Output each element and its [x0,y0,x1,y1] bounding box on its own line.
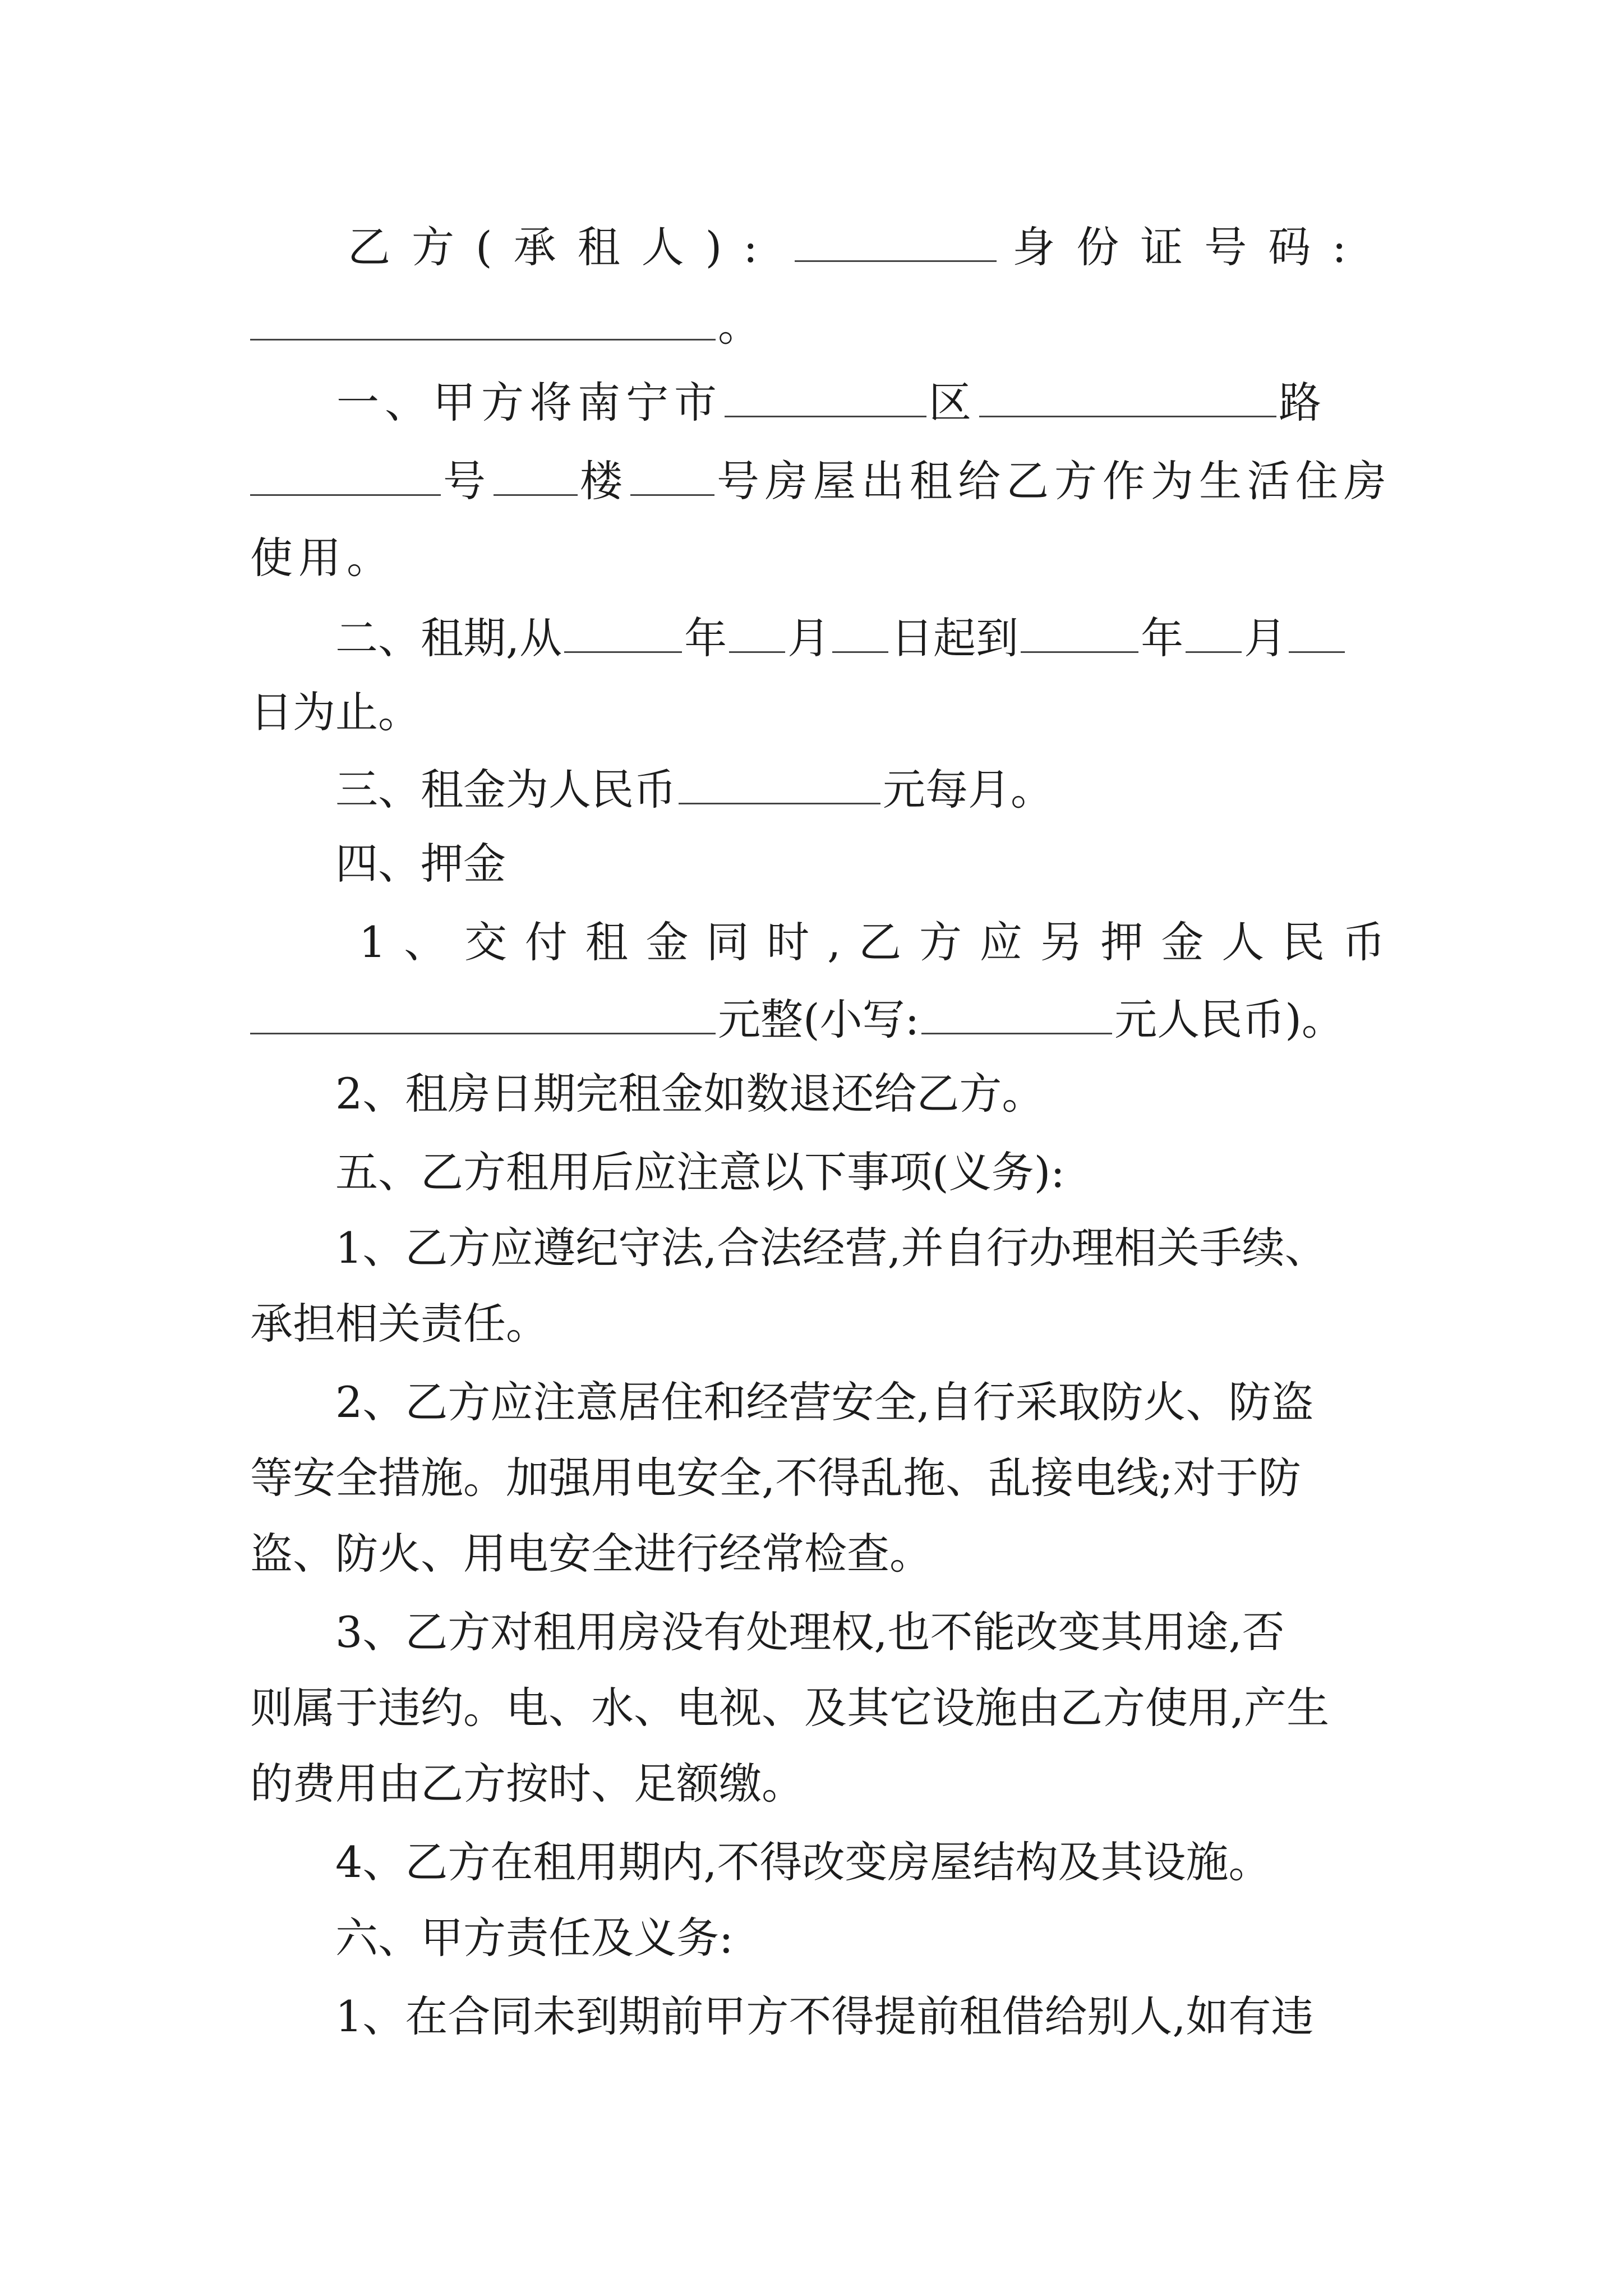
end-day-blank[interactable] [1289,597,1345,653]
clause5-item4 [335,1823,1474,1902]
clause5-item2-c-text: 盗、防火、用电安全进行经常检查。 [250,1529,932,1579]
spaced-char: 押 [1100,917,1144,967]
spaced-char: 、 [404,917,447,967]
clause3-line [335,749,1390,827]
building-blank[interactable] [630,440,714,496]
spaced-char: 方 [919,917,962,967]
spaced-char: 1 [359,917,386,967]
clause2-end: 日为止。 [250,687,421,737]
spaced-char: 方 [412,222,454,272]
clause5-item2-a-text: 2、乙方应注意居住和经营安全,自行采取防火、防盗 [335,1377,1314,1427]
id-number-blank[interactable] [250,285,716,341]
spaced-char: 人 [641,222,684,272]
start-month-blank[interactable] [729,597,785,653]
spaced-char: : [1332,222,1347,272]
tenant-name-blank[interactable] [795,206,997,262]
clause4-item2-text: 2、租房日期完租金如数退还给乙方。 [335,1069,1045,1119]
clause5-item3-c-text: 的费用由乙方按时、足额缴。 [250,1759,804,1809]
clause2-month2: 月 [1244,613,1287,663]
start-year-blank[interactable] [564,597,682,653]
id-number-line [250,285,1389,364]
spaced-char: 身 [1012,222,1055,272]
clause2-line1 [335,597,1390,676]
rent-amount-blank[interactable] [679,749,880,804]
clause4-item2 [335,1055,1474,1133]
clause5-item3-b-text: 则属于违约。电、水、电视、及其它设施由乙方使用,产生 [250,1683,1330,1733]
clause6-title-text: 六、甲方责任及义务: [335,1913,734,1963]
spaced-char: 乙 [859,917,902,967]
spaced-char: 份 [1076,222,1119,272]
city-blank[interactable] [725,362,926,417]
spaced-char: : [743,222,758,272]
clause1-road: 路 [1279,378,1327,427]
clause4-title [335,825,1474,903]
spaced-char: 另 [1040,917,1083,967]
start-day-blank[interactable] [832,597,888,653]
clause1-end: 使用。 [250,533,395,583]
spaced-char: 金 [645,917,689,967]
spaced-char: 民 [1282,917,1325,967]
clause1-rest: 号房屋出租给乙方作为生活住房 [717,456,1392,506]
spaced-char: 乙 [348,222,390,272]
clause1-line3 [250,519,1389,597]
clause5-item1-a-text: 1、乙方应遵纪守法,合法经营,并自行办理相关手续、 [335,1223,1327,1273]
clause4-item1-line1 [359,903,1385,982]
clause5-item3-c [250,1745,1389,1823]
end-year-blank[interactable] [1021,597,1138,653]
clause4-item1-text [359,903,1385,982]
clause5-item3-a-text: 3、乙方对租用房没有处理权,也不能改变其用途,否 [335,1607,1285,1657]
party-b-line [348,206,1389,285]
clause3-suffix: 元每月。 [883,765,1053,815]
clause2-month: 月 [787,613,831,663]
clause5-item2-a [335,1363,1474,1442]
district-blank[interactable] [979,362,1276,417]
spaced-char: ) [705,222,722,272]
clause3-prefix: 三、租金为人民币 [335,765,676,815]
party-b-label [348,222,779,272]
clause5-item1-b [250,1285,1389,1363]
clause1-prefix: 一、甲方将南宁市 [336,378,722,427]
spaced-char: 交 [464,917,508,967]
deposit-words-blank[interactable] [250,979,716,1034]
spaced-char: 币 [1342,917,1385,967]
clause2-line2 [250,673,1389,752]
road-blank[interactable] [250,440,441,496]
clause5-item4-text: 4、乙方在租用期内,不得改变房屋结构及其设施。 [335,1837,1271,1887]
number-blank[interactable] [494,440,578,496]
spaced-char: ( [476,222,492,272]
spaced-char: 应 [979,917,1022,967]
clause2-day-from: 日起到 [891,613,1019,663]
clause6-title [335,1899,1474,1977]
spaced-char: 承 [513,222,556,272]
clause2-year2: 年 [1141,613,1184,663]
clause1-line1 [336,362,1391,440]
spaced-char: 同 [706,917,749,967]
clause1-building: 楼 [580,456,628,506]
clause1-district: 区 [929,378,977,427]
clause5-title-text: 五、乙方租用后应注意以下事项(义务): [335,1147,1065,1197]
clause5-item1-a [335,1209,1429,1287]
clause5-item2-c [250,1515,1389,1593]
clause5-title [335,1133,1474,1212]
clause6-item1-text: 1、在合同未到期前甲方不得提前租借给别人,如有违 [335,1991,1314,2041]
clause5-item3-b [250,1669,1389,1747]
spaced-char: 号 [1204,222,1247,272]
clause5-item2-b [250,1439,1389,1517]
period-mark: 。 [718,301,760,351]
spaced-char: 证 [1140,222,1183,272]
clause5-item1-b-text: 承担相关责任。 [250,1299,548,1349]
clause1-number: 号 [443,456,491,506]
clause4-item1-mid: 元整(小写: [718,995,920,1045]
spaced-char: 时 [767,917,810,967]
spaced-char: , [827,917,841,967]
spaced-char: 付 [524,917,568,967]
clause4-item1-line2 [250,979,1405,1057]
clause1-line2 [250,440,1392,519]
clause5-item3-a [335,1593,1474,1672]
clause2-year: 年 [684,613,727,663]
clause4-item1-end: 元人民币)。 [1114,995,1344,1045]
deposit-figure-blank[interactable] [921,979,1112,1034]
clause4-title-text: 四、押金 [335,839,506,889]
spaced-char: 金 [1161,917,1204,967]
end-month-blank[interactable] [1186,597,1242,653]
clause5-item2-b-text: 等安全措施。加强用电安全,不得乱拖、乱接电线;对于防 [250,1453,1301,1503]
clause2-prefix: 二、租期,从 [335,613,562,663]
clause6-item1 [335,1977,1474,2056]
spaced-char: 租 [577,222,620,272]
spaced-char: 人 [1221,917,1265,967]
spaced-char: 码 [1268,222,1311,272]
id-number-label [1012,222,1368,272]
spaced-char: 租 [585,917,628,967]
